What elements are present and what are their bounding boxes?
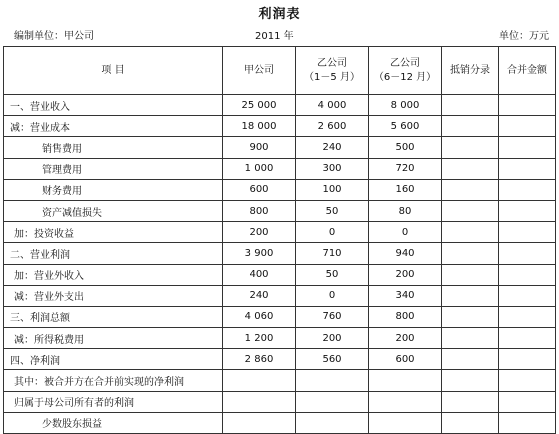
row-item-label: 一、营业收入 <box>4 95 223 116</box>
cell-jia: 240 <box>223 285 296 306</box>
row-item-label: 少数股东损益 <box>4 412 223 433</box>
cell-offset <box>442 116 499 137</box>
cell-yi1: 300 <box>296 158 369 179</box>
cell-offset <box>442 200 499 221</box>
cell-merged <box>499 306 556 327</box>
cell-jia: 4 060 <box>223 306 296 327</box>
cell-merged <box>499 179 556 200</box>
table-row <box>4 137 556 158</box>
cell-yi2: 340 <box>369 285 442 306</box>
report-year: 2011 年 <box>255 31 294 42</box>
cell-yi2: 0 <box>369 222 442 243</box>
table-row <box>4 412 556 433</box>
row-item-label: 减：营业成本 <box>4 116 223 137</box>
cell-yi1: 200 <box>296 328 369 349</box>
cell-yi1: 50 <box>296 264 369 285</box>
cell-offset <box>442 179 499 200</box>
table-row <box>4 264 556 285</box>
cell-merged <box>499 222 556 243</box>
cell-merged <box>499 264 556 285</box>
header-yi-jan-may-name: 乙公司 <box>317 57 347 69</box>
cell-offset <box>442 306 499 327</box>
cell-jia: 600 <box>223 179 296 200</box>
cell-offset <box>442 349 499 370</box>
cell-yi2: 200 <box>369 328 442 349</box>
table-row <box>4 391 556 412</box>
income-statement-table <box>3 46 556 434</box>
cell-yi1: 50 <box>296 200 369 221</box>
cell-offset <box>442 264 499 285</box>
cell-yi1 <box>296 412 369 433</box>
cell-yi2 <box>369 391 442 412</box>
table-header-row <box>4 47 556 95</box>
table-row <box>4 116 556 137</box>
header-yi-jun-dec-period: （6－12 月） <box>373 71 437 83</box>
cell-jia: 25 000 <box>223 95 296 116</box>
cell-jia: 1 200 <box>223 328 296 349</box>
page-title: 利润表 <box>258 7 301 22</box>
cell-yi1: 560 <box>296 349 369 370</box>
cell-jia: 1 000 <box>223 158 296 179</box>
header-yi-jun-dec <box>369 47 442 95</box>
cell-merged <box>499 285 556 306</box>
currency-unit: 单位：万元 <box>499 31 549 42</box>
cell-offset <box>442 158 499 179</box>
cell-yi2: 800 <box>369 306 442 327</box>
table-row <box>4 95 556 116</box>
cell-merged <box>499 349 556 370</box>
cell-offset <box>442 412 499 433</box>
row-item-label: 四、净利润 <box>4 349 223 370</box>
header-merged: 合并金额 <box>499 47 556 95</box>
cell-yi1: 0 <box>296 285 369 306</box>
row-item-label: 资产减值损失 <box>4 200 223 221</box>
cell-yi1: 710 <box>296 243 369 264</box>
header-yi-jan-may <box>296 47 369 95</box>
cell-yi2: 500 <box>369 137 442 158</box>
cell-yi1: 2 600 <box>296 116 369 137</box>
table-row <box>4 158 556 179</box>
cell-yi2: 200 <box>369 264 442 285</box>
row-item-label: 减：所得税费用 <box>4 328 223 349</box>
row-item-label: 归属于母公司所有者的利润 <box>4 391 223 412</box>
header-yi-jun-dec-name: 乙公司 <box>390 57 420 69</box>
cell-merged <box>499 370 556 391</box>
cell-yi2 <box>369 370 442 391</box>
cell-yi2: 600 <box>369 349 442 370</box>
cell-offset <box>442 222 499 243</box>
row-item-label: 减：营业外支出 <box>4 285 223 306</box>
cell-yi1: 4 000 <box>296 95 369 116</box>
cell-yi2: 80 <box>369 200 442 221</box>
cell-offset <box>442 137 499 158</box>
cell-yi2: 940 <box>369 243 442 264</box>
cell-yi2: 720 <box>369 158 442 179</box>
cell-jia <box>223 412 296 433</box>
cell-yi1 <box>296 391 369 412</box>
header-item: 项 目 <box>4 47 223 95</box>
table-row <box>4 243 556 264</box>
table-row <box>4 349 556 370</box>
cell-offset <box>442 95 499 116</box>
cell-yi2 <box>369 412 442 433</box>
table-row <box>4 179 556 200</box>
cell-jia: 800 <box>223 200 296 221</box>
cell-yi2: 5 600 <box>369 116 442 137</box>
table-row <box>4 285 556 306</box>
row-item-label: 销售费用 <box>4 137 223 158</box>
cell-yi1: 240 <box>296 137 369 158</box>
row-item-label: 财务费用 <box>4 179 223 200</box>
cell-merged <box>499 95 556 116</box>
cell-offset <box>442 285 499 306</box>
cell-jia: 200 <box>223 222 296 243</box>
row-item-label: 管理费用 <box>4 158 223 179</box>
table-row <box>4 306 556 327</box>
cell-jia: 2 860 <box>223 349 296 370</box>
cell-yi2: 160 <box>369 179 442 200</box>
cell-yi1: 760 <box>296 306 369 327</box>
row-item-label: 其中：被合并方在合并前实现的净利润 <box>4 370 223 391</box>
cell-merged <box>499 391 556 412</box>
cell-jia: 3 900 <box>223 243 296 264</box>
header-offset: 抵销分录 <box>442 47 499 95</box>
reporting-entity: 编制单位：甲公司 <box>14 31 94 42</box>
header-yi-jan-may-period: （1－5 月） <box>304 71 360 83</box>
cell-jia <box>223 370 296 391</box>
cell-merged <box>499 243 556 264</box>
cell-offset <box>442 370 499 391</box>
row-item-label: 加：营业外收入 <box>4 264 223 285</box>
table-row <box>4 222 556 243</box>
cell-offset <box>442 243 499 264</box>
cell-yi1: 100 <box>296 179 369 200</box>
cell-merged <box>499 412 556 433</box>
cell-yi1 <box>296 370 369 391</box>
cell-offset <box>442 391 499 412</box>
cell-merged <box>499 137 556 158</box>
cell-merged <box>499 328 556 349</box>
header-jia: 甲公司 <box>223 47 296 95</box>
cell-jia: 18 000 <box>223 116 296 137</box>
row-item-label: 三、利润总额 <box>4 306 223 327</box>
cell-jia <box>223 391 296 412</box>
cell-jia: 400 <box>223 264 296 285</box>
table-row <box>4 200 556 221</box>
cell-offset <box>442 328 499 349</box>
table-row <box>4 370 556 391</box>
table-row <box>4 328 556 349</box>
row-item-label: 二、营业利润 <box>4 243 223 264</box>
cell-merged <box>499 200 556 221</box>
cell-jia: 900 <box>223 137 296 158</box>
row-item-label: 加：投资收益 <box>4 222 223 243</box>
cell-merged <box>499 116 556 137</box>
cell-yi2: 8 000 <box>369 95 442 116</box>
cell-merged <box>499 158 556 179</box>
cell-yi1: 0 <box>296 222 369 243</box>
